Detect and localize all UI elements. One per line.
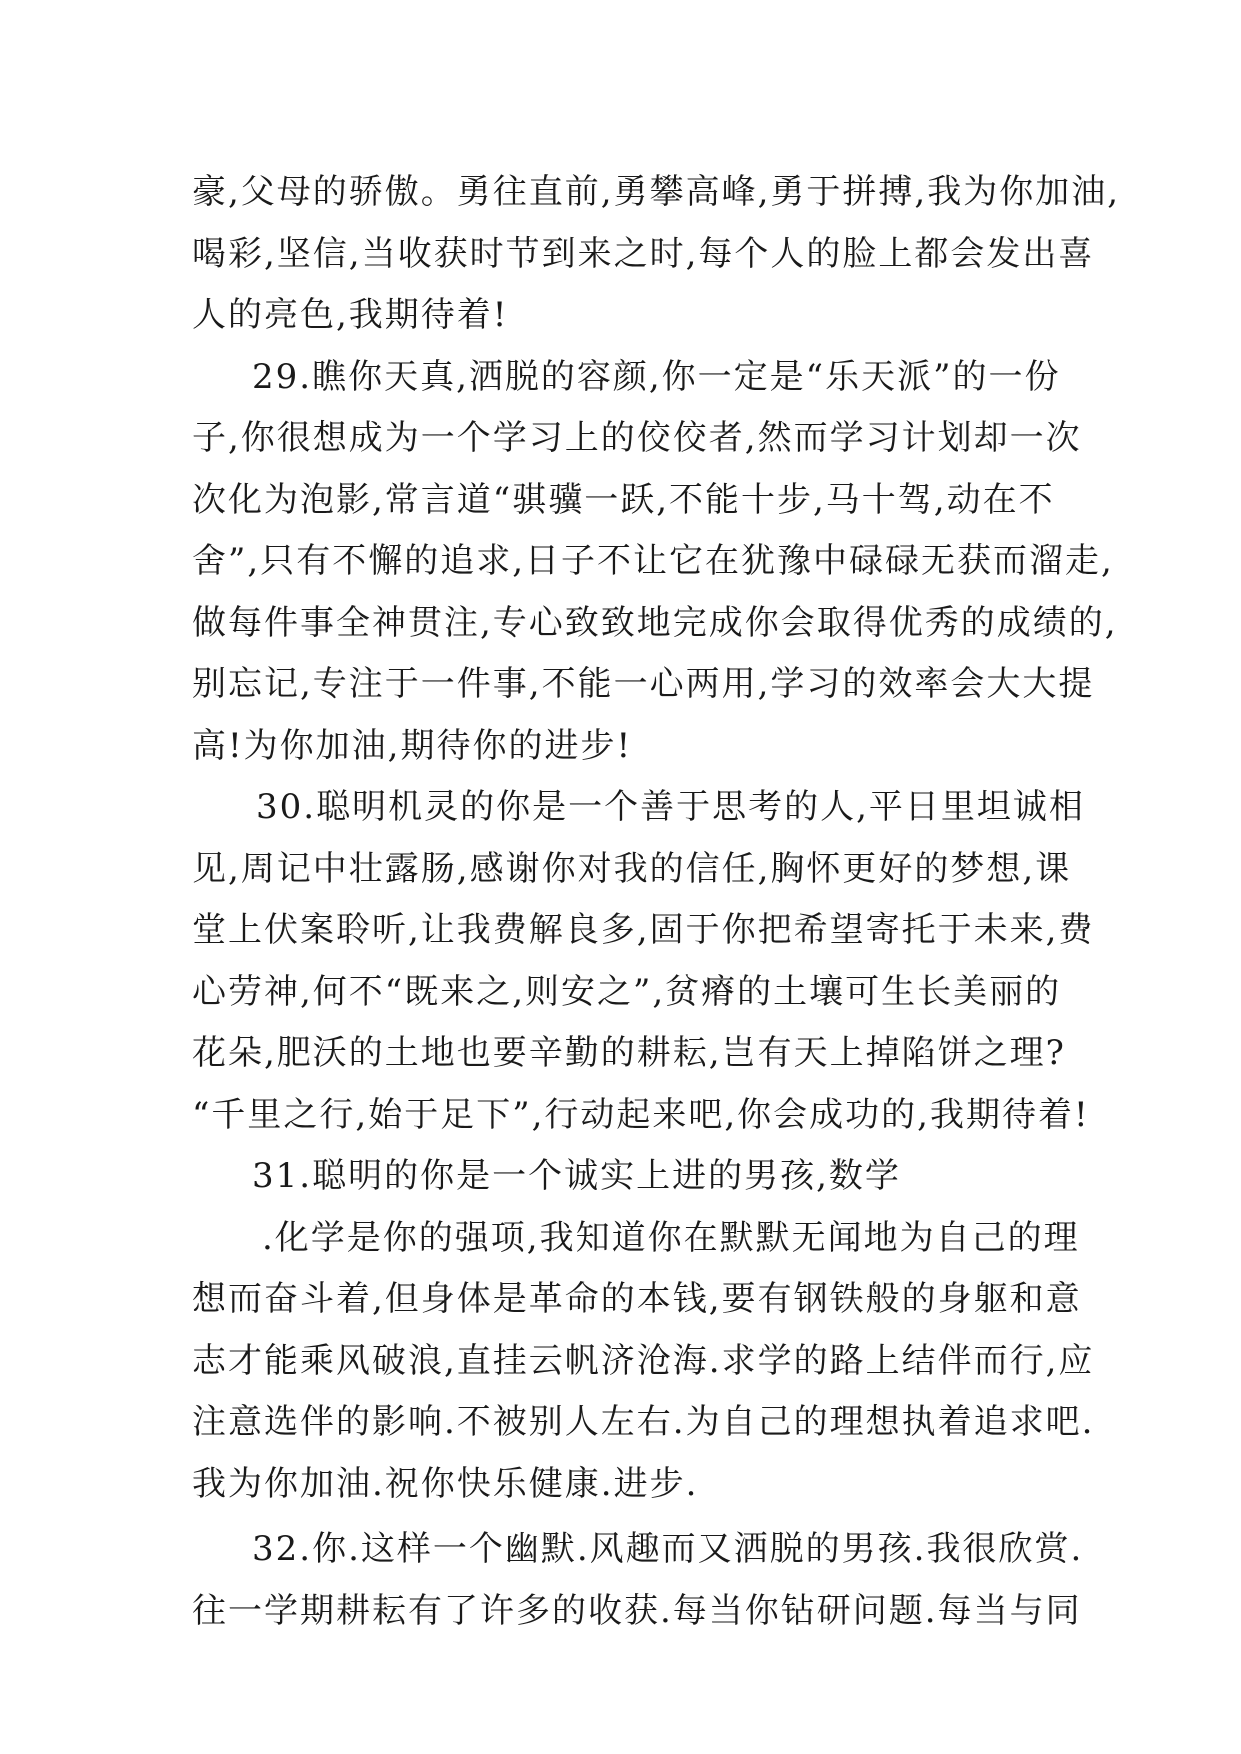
paragraph-31-start: 31.聪明的你是一个诚实上进的男孩,数学 — [252, 1156, 901, 1196]
paragraph-32-start: 32.你.这样一个幽默.风趣而又洒脱的男孩.我很欣赏. — [252, 1529, 1084, 1569]
text-line: 见,周记中壮露肠,感谢你对我的信任,胸怀更好的梦想,课 — [192, 848, 1072, 889]
text-line: 次化为泡影,常言道“骐骥一跃,不能十步,马十驾,动在不 — [192, 479, 1055, 520]
text-line: 志才能乘风破浪,直挂云帆济沧海.求学的路上结伴而行,应 — [192, 1340, 1095, 1381]
text-line: 注意选伴的影响.不被别人左右.为自己的理想执着追求吧. — [192, 1402, 1095, 1442]
text-line: 想而奋斗着,但身体是革命的本钱,要有钢铁般的身躯和意 — [192, 1279, 1082, 1319]
text-line: 喝彩,坚信,当收获时节到来之时,每个人的脸上都会发出喜 — [192, 233, 1095, 274]
paragraph-30-start: 30.聪明机灵的你是一个善于思考的人,平日里坦诚相 — [256, 787, 1085, 827]
text-line: “千里之行,始于足下”,行动起来吧,你会成功的,我期待着! — [192, 1094, 1090, 1135]
text-line: 堂上伏案聆听,让我费解良多,固于你把希望寄托于未来,费 — [192, 910, 1095, 950]
text-line: .化学是你的强项,我知道你在默默无闻地为自己的理 — [262, 1217, 1080, 1258]
text-line: 高!为你加油,期待你的进步! — [192, 725, 633, 766]
text-line: 人的亮色,我期待着! — [192, 295, 509, 335]
text-line: 子,你很想成为一个学习上的佼佼者,然而学习计划却一次 — [192, 418, 1082, 458]
text-line: 我为你加油.祝你快乐健康.进步. — [192, 1463, 699, 1504]
text-line: 别忘记,专注于一件事,不能一心两用,学习的效率会大大提 — [192, 664, 1095, 704]
paragraph-29-start: 29.瞧你天真,洒脱的容颜,你一定是“乐天派”的一份 — [252, 356, 1061, 397]
text-line: 舍”,只有不懈的追求,日子不让它在犹豫中碌碌无获而溜走, — [192, 541, 1114, 581]
text-line: 心劳神,何不“既来之,则安之”,贫瘠的土壤可生长美丽的 — [192, 971, 1062, 1012]
text-line: 豪,父母的骄傲。勇往直前,勇攀高峰,勇于拼搏,我为你加油, — [192, 172, 1121, 212]
text-line: 花朵,肥沃的土地也要辛勤的耕耘,岂有天上掉陷饼之理? — [192, 1033, 1066, 1073]
text-line: 往一学期耕耘有了许多的收获.每当你钻研问题.每当与同 — [192, 1590, 1082, 1631]
text-line: 做每件事全神贯注,专心致致地完成你会取得优秀的成绩的, — [192, 602, 1118, 643]
body-text — [192, 162, 1121, 1642]
